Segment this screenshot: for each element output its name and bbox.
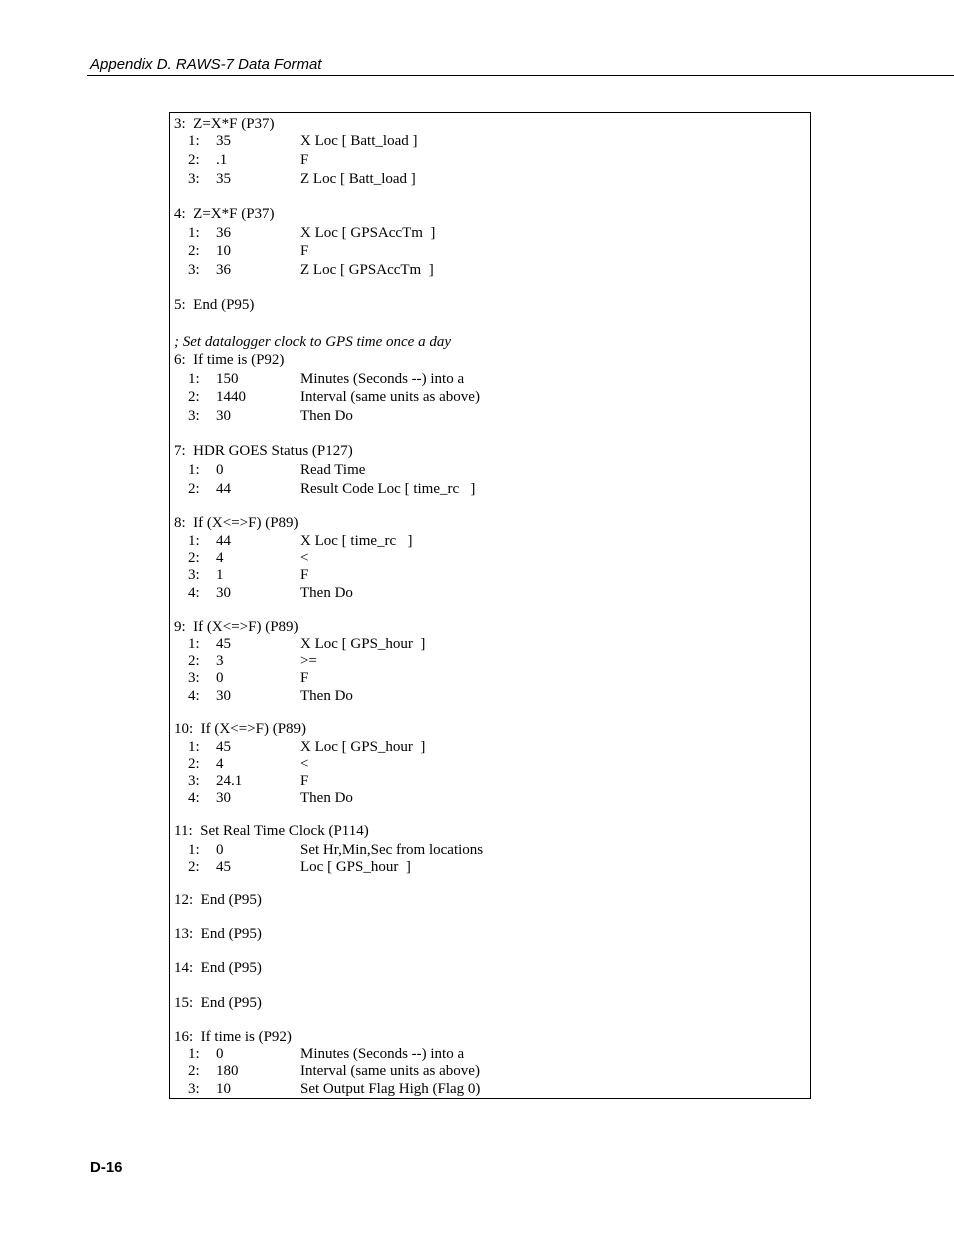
instruction-line: 16: If time is (P92) [174,1029,292,1045]
instruction-line: 14: End (P95) [174,960,262,976]
param-value: 1 [216,567,224,583]
param-number: 2: [188,1063,200,1079]
param-value: 35 [216,133,231,149]
instruction-line: 11: Set Real Time Clock (P114) [174,823,369,839]
param-description: Then Do [300,790,353,806]
param-number: 1: [188,371,200,387]
param-value: 4 [216,756,224,772]
param-value: .1 [216,152,228,168]
param-value: 4 [216,550,224,566]
param-description: X Loc [ GPS_hour ] [300,739,426,755]
param-description: X Loc [ time_rc ] [300,533,413,549]
param-value: 150 [216,371,239,387]
param-description: Z Loc [ GPSAccTm ] [300,262,434,278]
param-value: 180 [216,1063,239,1079]
param-description: Loc [ GPS_hour ] [300,859,411,875]
instruction-line: 4: Z=X*F (P37) [174,206,275,222]
param-value: 10 [216,1081,231,1097]
param-number: 1: [188,739,200,755]
param-number: 2: [188,859,200,875]
param-number: 3: [188,408,200,424]
param-number: 4: [188,688,200,704]
param-number: 3: [188,670,200,686]
param-number: 3: [188,1081,200,1097]
param-description: Result Code Loc [ time_rc ] [300,481,476,497]
param-number: 2: [188,389,200,405]
param-description: F [300,243,309,259]
instruction-line: 7: HDR GOES Status (P127) [174,443,353,459]
instruction-line: 15: End (P95) [174,995,262,1011]
param-number: 2: [188,756,200,772]
page-number: D-16 [90,1159,123,1176]
param-number: 2: [188,550,200,566]
instruction-line: 5: End (P95) [174,297,255,313]
param-value: 0 [216,670,224,686]
param-number: 2: [188,152,200,168]
param-number: 4: [188,585,200,601]
param-number: 1: [188,636,200,652]
param-description: F [300,567,309,583]
param-value: 0 [216,1046,224,1062]
instruction-line: 8: If (X<=>F) (P89) [174,515,299,531]
param-description: Then Do [300,585,353,601]
param-description: Set Output Flag High (Flag 0) [300,1081,481,1097]
instruction-line: 13: End (P95) [174,926,262,942]
comment-line: ; Set datalogger clock to GPS time once a day [174,334,452,350]
param-description: Then Do [300,688,353,704]
param-value: 44 [216,533,231,549]
param-description: Z Loc [ Batt_load ] [300,171,416,187]
param-description: Minutes (Seconds --) into a [300,371,465,387]
param-description: X Loc [ Batt_load ] [300,133,418,149]
param-value: 45 [216,739,231,755]
param-description: F [300,152,309,168]
param-number: 1: [188,1046,200,1062]
param-description: < [300,550,309,566]
param-value: 36 [216,225,231,241]
param-number: 3: [188,567,200,583]
param-description: F [300,670,309,686]
param-number: 3: [188,171,200,187]
param-value: 10 [216,243,231,259]
instruction-line: 10: If (X<=>F) (P89) [174,721,307,737]
page-header: Appendix D. RAWS-7 Data Format [90,56,322,73]
param-value: 45 [216,859,231,875]
header-divider [87,75,954,76]
instruction-line: 12: End (P95) [174,892,262,908]
param-value: 44 [216,481,231,497]
param-value: 0 [216,462,224,478]
param-number: 4: [188,790,200,806]
param-number: 1: [188,462,200,478]
param-value: 30 [216,790,231,806]
instruction-line: 3: Z=X*F (P37) [174,116,275,132]
param-description: F [300,773,309,789]
param-description: Read Time [300,462,366,478]
param-value: 30 [216,688,231,704]
param-number: 1: [188,842,200,858]
param-value: 0 [216,842,224,858]
param-value: 1440 [216,389,246,405]
param-number: 1: [188,533,200,549]
instruction-line: 6: If time is (P92) [174,352,285,368]
program-listing-box [169,112,811,1099]
param-description: X Loc [ GPS_hour ] [300,636,426,652]
param-value: 45 [216,636,231,652]
param-description: Minutes (Seconds --) into a [300,1046,465,1062]
param-description: >= [300,653,317,669]
param-value: 35 [216,171,231,187]
param-description: Then Do [300,408,353,424]
param-number: 3: [188,773,200,789]
param-description: Interval (same units as above) [300,1063,480,1079]
param-number: 1: [188,133,200,149]
param-value: 3 [216,653,224,669]
param-description: < [300,756,309,772]
param-number: 2: [188,481,200,497]
param-number: 2: [188,653,200,669]
param-value: 36 [216,262,231,278]
param-value: 30 [216,585,231,601]
param-description: Set Hr,Min,Sec from locations [300,842,484,858]
param-description: Interval (same units as above) [300,389,480,405]
param-value: 30 [216,408,231,424]
instruction-line: 9: If (X<=>F) (P89) [174,619,299,635]
param-number: 3: [188,262,200,278]
param-description: X Loc [ GPSAccTm ] [300,225,436,241]
param-value: 24.1 [216,773,243,789]
param-number: 1: [188,225,200,241]
param-number: 2: [188,243,200,259]
